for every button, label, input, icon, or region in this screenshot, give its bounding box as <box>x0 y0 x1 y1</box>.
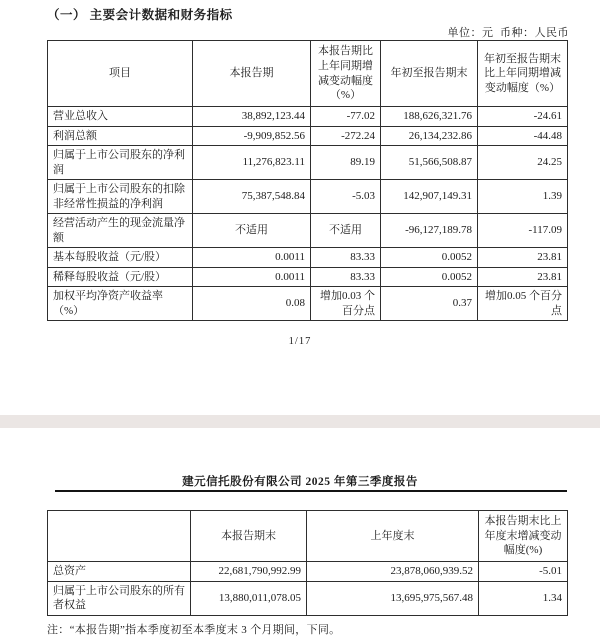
cell-value: 0.0052 <box>381 267 478 287</box>
cell-value: 0.37 <box>381 287 478 321</box>
cell-value: 24.25 <box>478 146 568 180</box>
page-number: 1/17 <box>288 336 312 347</box>
cell-value: 0.0011 <box>193 267 311 287</box>
report-page-2 <box>0 428 600 638</box>
cell-value: -9,909,852.56 <box>193 126 311 146</box>
table-row <box>48 287 568 321</box>
cell-value: -77.02 <box>311 107 381 127</box>
cell-value: 增加0.05 个百分点 <box>478 287 568 321</box>
column-header: 本报告期末 <box>191 511 307 562</box>
key-financial-indicators-table <box>47 40 568 321</box>
assets-equity-table <box>47 510 568 616</box>
section-title: （一） 主要会计数据和财务指标 <box>47 8 233 22</box>
row-label: 基本每股收益（元/股） <box>48 248 193 268</box>
cell-value: 不适用 <box>193 214 311 248</box>
cell-value: 188,626,321.76 <box>381 107 478 127</box>
cell-value: 23.81 <box>478 248 568 268</box>
cell-value: 23.81 <box>478 267 568 287</box>
cell-value: 0.0011 <box>193 248 311 268</box>
cell-value: 38,892,123.44 <box>193 107 311 127</box>
row-label: 稀释每股收益（元/股） <box>48 267 193 287</box>
cell-value: 1.34 <box>479 581 568 615</box>
cell-value: 13,880,011,078.05 <box>191 581 307 615</box>
footnote: 注：“本报告期”指本季度初至本季度末 3 个月期间，下同。 <box>47 624 341 636</box>
cell-value: 13,695,975,567.48 <box>307 581 479 615</box>
cell-value: 22,681,790,992.99 <box>191 562 307 582</box>
column-header: 年初至报告期末比上年同期增减变动幅度（%） <box>478 41 568 107</box>
row-label: 总资产 <box>48 562 191 582</box>
unit-currency-line: 单位：元 币种：人民币 <box>447 27 569 39</box>
table-row <box>48 581 568 615</box>
cell-value: 1.39 <box>478 180 568 214</box>
column-header: 本报告期末比上年度末增减变动幅度(%) <box>479 511 568 562</box>
cell-value: 142,907,149.31 <box>381 180 478 214</box>
row-label: 归属于上市公司股东的净利润 <box>48 146 193 180</box>
column-header: 年初至报告期末 <box>381 41 478 107</box>
table-row <box>48 180 568 214</box>
cell-value: 51,566,508.87 <box>381 146 478 180</box>
cell-value: 89.19 <box>311 146 381 180</box>
header-row <box>48 41 568 107</box>
row-label: 营业总收入 <box>48 107 193 127</box>
column-header: 项目 <box>48 41 193 107</box>
row-label: 归属于上市公司股东的所有者权益 <box>48 581 191 615</box>
cell-value: 0.0052 <box>381 248 478 268</box>
header-rule <box>55 490 567 492</box>
cell-value: -44.48 <box>478 126 568 146</box>
table-row <box>48 146 568 180</box>
table-row <box>48 214 568 248</box>
cell-value: -24.61 <box>478 107 568 127</box>
row-label: 加权平均净资产收益率（%） <box>48 287 193 321</box>
cell-value: -5.03 <box>311 180 381 214</box>
cell-value: 0.08 <box>193 287 311 321</box>
cell-value: 11,276,823.11 <box>193 146 311 180</box>
table-row <box>48 562 568 582</box>
row-label: 利润总额 <box>48 126 193 146</box>
cell-value: 75,387,548.84 <box>193 180 311 214</box>
row-label: 归属于上市公司股东的扣除非经常性损益的净利润 <box>48 180 193 214</box>
table-row <box>48 267 568 287</box>
table-row <box>48 126 568 146</box>
cell-value: -96,127,189.78 <box>381 214 478 248</box>
column-header: 上年度末 <box>307 511 479 562</box>
cell-value: 23,878,060,939.52 <box>307 562 479 582</box>
cell-value: -117.09 <box>478 214 568 248</box>
cell-value: 83.33 <box>311 267 381 287</box>
cell-value: 增加0.03 个百分点 <box>311 287 381 321</box>
report-running-header: 建元信托股份有限公司 2025 年第三季度报告 <box>182 476 418 488</box>
cell-value: 26,134,232.86 <box>381 126 478 146</box>
page-separator <box>0 415 600 428</box>
row-label: 经营活动产生的现金流量净额 <box>48 214 193 248</box>
cell-value: 83.33 <box>311 248 381 268</box>
table-row <box>48 107 568 127</box>
cell-value: 不适用 <box>311 214 381 248</box>
column-header: 本报告期比上年同期增减变动幅度（%） <box>311 41 381 107</box>
cell-value: -272.24 <box>311 126 381 146</box>
header-row <box>48 511 568 562</box>
cell-value: -5.01 <box>479 562 568 582</box>
table-row <box>48 248 568 268</box>
column-header: 本报告期 <box>193 41 311 107</box>
column-header <box>48 511 191 562</box>
